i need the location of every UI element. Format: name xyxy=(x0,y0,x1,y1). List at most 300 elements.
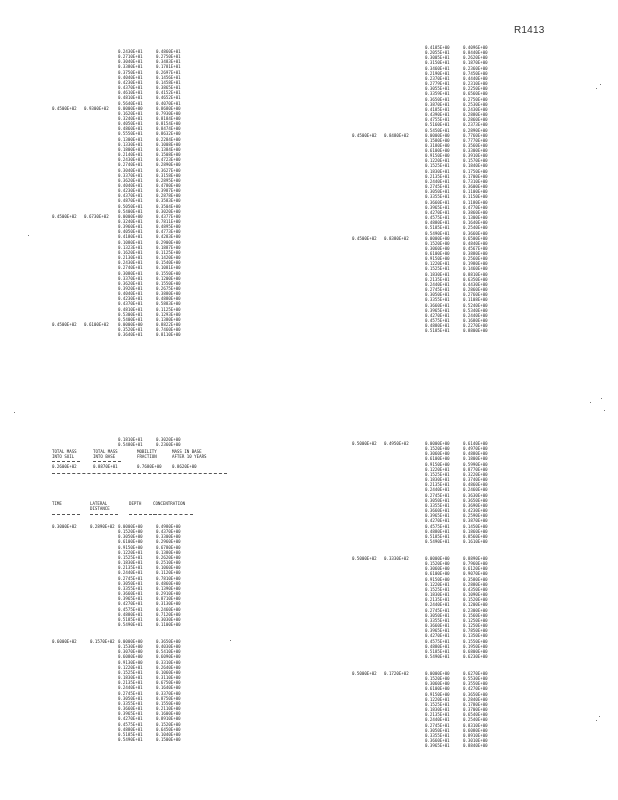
concentration-value: 0.3690E+00 xyxy=(463,502,488,508)
depth-value: 0.4390E+01 xyxy=(425,112,450,118)
depth-value: 0.4810E+01 xyxy=(118,306,143,312)
concentration-value: 0.3700E+00 xyxy=(463,707,488,713)
depth-value: 0.1800E+01 xyxy=(118,146,143,152)
concentration-value: 0.3370E+00 xyxy=(156,690,181,696)
depth-value: 0.5400E+01 xyxy=(118,316,143,322)
summary-pre xyxy=(118,437,181,447)
depth-value: 0.4270E+01 xyxy=(425,209,450,215)
depth-value: 0.4040E+01 xyxy=(118,74,143,80)
depth-value: 0.2140E+01 xyxy=(118,152,143,158)
depth-value: 0.1620E+01 xyxy=(118,110,143,116)
depth-value: 0.1220E+01 xyxy=(118,549,143,555)
depth-value: 0.4230E+01 xyxy=(118,79,143,85)
depth-value: 0.2135E+01 xyxy=(425,276,450,282)
depth-value: 0.2745E+01 xyxy=(425,607,450,613)
depth-value: 0.0000E+00 xyxy=(425,556,450,561)
concentration-value: 0.2360E+00 xyxy=(463,65,488,71)
depth-value: 0.4185E+01 xyxy=(425,106,450,112)
depth-value: 0.2135E+01 xyxy=(425,173,450,179)
depth-value: 0.2440E+01 xyxy=(425,487,450,493)
depth-value: 0.4575E+01 xyxy=(118,721,143,727)
concentration-value: 0.3158E+00 xyxy=(156,172,181,178)
lower-right-block xyxy=(425,556,488,659)
lower-right-block xyxy=(425,441,488,544)
summary-header: MOBILITY FRACTION xyxy=(137,449,157,460)
concentration-value: 0.4377E+00 xyxy=(156,213,181,219)
concentration-value: 0.4780E+00 xyxy=(156,182,181,188)
concentration-value: 0.3310E+00 xyxy=(156,659,181,665)
depth-value: 0.4230E+01 xyxy=(118,188,143,194)
concentration-value: 0.1125E+00 xyxy=(156,306,181,312)
concentration-value: 0.7850E+00 xyxy=(463,628,488,634)
depth-value: 0.3240E+01 xyxy=(118,115,143,121)
concentration-value: 0.8770E+00 xyxy=(463,466,488,472)
concentration-value: 0.7760E+00 xyxy=(463,132,488,138)
concentration-value: 0.3870E+00 xyxy=(463,518,488,524)
concentration-value: 0.2840E+00 xyxy=(463,696,488,702)
depth-value: 0.4370E+01 xyxy=(118,193,143,199)
concentration-value: 0.2560E+00 xyxy=(463,256,488,262)
depth-value: 0.3050E+01 xyxy=(425,727,450,733)
depth-value: 0.0000E+00 xyxy=(118,639,143,644)
depth-value: 0.1080E+01 xyxy=(118,239,143,245)
depth-value: 0.2440E+01 xyxy=(118,570,143,576)
depth-value: 0.2135E+01 xyxy=(118,680,143,686)
depth-value: 0.3660E+01 xyxy=(425,302,450,308)
depth-value: 0.1830E+01 xyxy=(425,707,450,713)
concentration-value: 0.3560E+00 xyxy=(463,142,488,148)
depth-value: 0.2135E+01 xyxy=(425,597,450,603)
concentration-value: 0.3987E+00 xyxy=(156,188,181,194)
concentration-value: 0.2284E+00 xyxy=(156,136,181,142)
depth-value: 0.3355E+01 xyxy=(118,700,143,706)
depth-value: 0.4880E+01 xyxy=(425,528,450,534)
depth-value: 0.1830E+01 xyxy=(425,592,450,598)
depth-value: 0.4860E+01 xyxy=(118,126,143,132)
concentration-value: 0.4970E+00 xyxy=(463,446,488,452)
concentration-value: 0.2750E+00 xyxy=(463,96,488,102)
depth-value: 0.1810E+01 xyxy=(118,437,143,442)
upper-left-block xyxy=(118,49,181,106)
concentration-value: 0.2697E+01 xyxy=(156,69,181,75)
depth-value: 0.1830E+01 xyxy=(425,271,450,277)
depth-value: 0.0000E+00 xyxy=(118,213,143,219)
concentration-value: 0.1460E+00 xyxy=(463,266,488,272)
depth-value: 0.2745E+01 xyxy=(425,722,450,728)
depth-value: 0.9130E+00 xyxy=(118,659,143,665)
data-row xyxy=(425,654,488,659)
depth-value: 0.0000E+00 xyxy=(425,671,450,676)
concentration-value: 0.6780E+00 xyxy=(156,544,181,550)
data-row xyxy=(118,332,181,337)
concentration-value: 0.3110E+00 xyxy=(156,675,181,681)
depth-value: 0.9150E+00 xyxy=(425,576,450,582)
depth-value: 0.1830E+01 xyxy=(118,560,143,566)
depth-value: 0.3370E+01 xyxy=(118,172,143,178)
concentration-value: 0.1870E+00 xyxy=(463,60,488,66)
depth-value: 0.9150E+00 xyxy=(118,544,143,550)
concentration-value: 0.5240E+00 xyxy=(463,302,488,308)
depth-value: 0.1220E+01 xyxy=(118,664,143,670)
depth-value: 0.1520E+00 xyxy=(425,561,450,567)
depth-value: 0.2440E+01 xyxy=(425,717,450,723)
depth-value: 0.4810E+01 xyxy=(118,95,143,101)
concentration-value: 0.2310E+00 xyxy=(463,81,488,87)
depth-value: 0.3620E+01 xyxy=(118,280,143,286)
lower-right-block xyxy=(425,671,488,748)
depth-value: 0.3055E+01 xyxy=(425,86,450,92)
concentration-value: 0.4860E+01 xyxy=(156,49,181,54)
concentration-value: 0.4652E+01 xyxy=(156,95,181,101)
concentration-value: 0.1560E+00 xyxy=(463,612,488,618)
depth-value: 0.0000E+00 xyxy=(425,441,450,446)
concentration-value: 0.1640E+00 xyxy=(156,685,181,691)
concentration-value: 0.4096E+00 xyxy=(463,45,488,50)
concentration-value: 0.2900E+00 xyxy=(156,239,181,245)
depth-value: 0.6100E+00 xyxy=(425,148,450,154)
concentration-value: 0.2430E+00 xyxy=(463,106,488,112)
depth-value: 0.4870E+01 xyxy=(118,198,143,204)
depth-value: 0.3359E+01 xyxy=(425,91,450,97)
concentration-value: 0.3660E+00 xyxy=(463,230,488,236)
depth-value: 0.1830E+01 xyxy=(425,477,450,483)
concentration-value: 0.7460E+00 xyxy=(156,327,181,333)
depth-value: 0.5185E+01 xyxy=(118,731,143,737)
depth-value: 0.1525E+01 xyxy=(425,586,450,592)
depth-value: 0.3355E+01 xyxy=(118,585,143,591)
concentration-value: 0.3483E+01 xyxy=(156,59,181,65)
concentration-value: 0.6140E+00 xyxy=(463,441,488,446)
concentration-value: 0.4860E+00 xyxy=(463,482,488,488)
summary-value: 0.7680E+00 xyxy=(137,464,162,470)
table-header: LATERAL DISTANCE xyxy=(90,501,110,512)
depth-value: 0.2130E+01 xyxy=(118,255,143,261)
depth-value: 0.4270E+01 xyxy=(425,518,450,524)
depth-value: 0.3650E+01 xyxy=(425,96,450,102)
concentration-value: 0.2880E+00 xyxy=(463,581,488,587)
concentration-value: 0.8440E+00 xyxy=(463,50,488,56)
concentration-value: 0.1750E+00 xyxy=(463,168,488,174)
depth-value: 0.5490E+01 xyxy=(425,538,450,544)
data-row xyxy=(118,622,181,627)
concentration-value: 0.1860E+00 xyxy=(463,528,488,534)
depth-value: 0.3060E+00 xyxy=(425,451,450,457)
depth-value: 0.4880E+01 xyxy=(425,323,450,329)
concentration-value: 0.3860E+00 xyxy=(463,209,488,215)
concentration-value: 0.1680E+00 xyxy=(463,318,488,324)
concentration-value: 0.9070E+00 xyxy=(463,571,488,577)
concentration-value: 0.1840E+00 xyxy=(463,163,488,169)
concentration-value: 0.3650E+00 xyxy=(156,639,181,644)
depth-value: 0.2740E+01 xyxy=(118,265,143,271)
scan-speck xyxy=(596,720,597,721)
concentration-value: 0.8910E+00 xyxy=(156,716,181,722)
concentration-value: 0.3865E+01 xyxy=(156,85,181,91)
depth-value: 0.2740E+01 xyxy=(118,162,143,168)
concentration-value: 0.4350E+00 xyxy=(463,586,488,592)
concentration-value: 0.2760E+00 xyxy=(463,292,488,298)
concentration-value: 0.8810E+00 xyxy=(463,271,488,277)
concentration-value: 0.5340E+00 xyxy=(463,307,488,313)
depth-value: 0.2745E+01 xyxy=(118,575,143,581)
depth-value: 0.4270E+01 xyxy=(425,312,450,318)
depth-value: 0.4575E+01 xyxy=(425,638,450,644)
concentration-value: 0.8840E+00 xyxy=(463,743,488,749)
concentration-value: 0.2910E+00 xyxy=(156,591,181,597)
concentration-value: 0.1520E+00 xyxy=(156,721,181,727)
depth-value: 0.4370E+01 xyxy=(118,85,143,91)
concentration-value: 0.1600E+00 xyxy=(156,711,181,717)
concentration-value: 0.1570E+00 xyxy=(463,158,488,164)
concentration-value: 0.4860E+00 xyxy=(156,580,181,586)
summary-header: TOTAL MASS INTO BASE xyxy=(93,449,118,460)
depth-value: 0.3060E+00 xyxy=(425,245,450,251)
depth-value: 0.2779E+01 xyxy=(425,81,450,87)
concentration-value: 0.7120E+00 xyxy=(156,611,181,617)
depth-value: 0.3040E+01 xyxy=(118,167,143,173)
concentration-value: 0.6750E+00 xyxy=(156,680,181,686)
concentration-value: 0.2620E+00 xyxy=(156,554,181,560)
concentration-value: 0.4230E+00 xyxy=(463,508,488,514)
depth-value: 0.3920E+01 xyxy=(118,285,143,291)
depth-value: 0.4370E+01 xyxy=(118,301,143,307)
depth-value: 0.6100E+00 xyxy=(425,571,450,577)
depth-value: 0.3460E+01 xyxy=(425,65,450,71)
concentration-value: 0.3020E+00 xyxy=(156,208,181,214)
depth-value: 0.4610E+01 xyxy=(118,90,143,96)
upper-left-label: 0.4500E+02 0.6730E+02 xyxy=(52,213,109,219)
depth-value: 0.1220E+01 xyxy=(425,696,450,702)
depth-value: 0.3050E+01 xyxy=(118,695,143,701)
concentration-value: 0.1700E+00 xyxy=(463,173,488,179)
concentration-value: 0.1380E+00 xyxy=(156,549,181,555)
concentration-value: 0.1250E+00 xyxy=(463,617,488,623)
concentration-value: 0.2110E+00 xyxy=(156,706,181,712)
depth-value: 0.3640E+01 xyxy=(118,332,143,338)
depth-value: 0.1530E+00 xyxy=(118,644,143,650)
depth-value: 0.3660E+01 xyxy=(425,508,450,514)
concentration-value: 0.6450E+00 xyxy=(156,726,181,732)
concentration-value: 0.4283E+00 xyxy=(156,234,181,240)
depth-value: 0.3370E+01 xyxy=(118,275,143,281)
depth-value: 0.1525E+01 xyxy=(118,669,143,675)
concentration-value: 0.1120E+00 xyxy=(156,570,181,576)
depth-value: 0.5185E+01 xyxy=(118,616,143,622)
depth-value: 0.1220E+01 xyxy=(425,581,450,587)
depth-value: 0.1220E+01 xyxy=(425,466,450,472)
concentration-value: 0.3550E+00 xyxy=(463,681,488,687)
depth-value: 0.3050E+01 xyxy=(425,497,450,503)
depth-value: 0.9150E+00 xyxy=(425,691,450,697)
depth-value: 0.3380E+01 xyxy=(118,64,143,70)
depth-value: 0.9150E+00 xyxy=(425,461,450,467)
table-header-rule xyxy=(90,514,118,515)
concentration-value: 0.1610E+00 xyxy=(463,538,488,544)
concentration-value: 0.3030E+00 xyxy=(156,616,181,622)
concentration-value: 0.7810E+00 xyxy=(156,575,181,581)
depth-value: 0.4880E+01 xyxy=(425,643,450,649)
depth-value: 0.2430E+01 xyxy=(118,260,143,266)
data-row xyxy=(425,539,488,544)
depth-value: 0.1323E+01 xyxy=(118,244,143,250)
concentration-value: 0.3880E+00 xyxy=(156,291,181,297)
concentration-value: 0.4980E+00 xyxy=(156,524,181,529)
concentration-value: 0.3910E+00 xyxy=(463,153,488,159)
concentration-value: 0.1108E+00 xyxy=(463,297,488,303)
depth-value: 0.4270E+01 xyxy=(118,716,143,722)
concentration-value: 0.2890E+00 xyxy=(463,127,488,133)
concentration-value: 0.2540E+00 xyxy=(463,717,488,723)
depth-value: 0.3520E+01 xyxy=(118,327,143,333)
concentration-value: 0.6560E+00 xyxy=(463,91,488,97)
concentration-value: 0.2440E+00 xyxy=(463,312,488,318)
depth-value: 0.5450E+01 xyxy=(425,127,450,133)
upper-left-block xyxy=(118,322,181,337)
depth-value: 0.3965E+01 xyxy=(425,743,450,749)
upper-right-block xyxy=(425,236,488,334)
concentration-value: 0.1180E+00 xyxy=(463,199,488,205)
concentration-value: 0.4895E+00 xyxy=(156,224,181,230)
depth-value: 0.4575E+01 xyxy=(425,318,450,324)
concentration-value: 0.4770E+00 xyxy=(463,204,488,210)
summary-header: TOTAL MASS INTO SOIL xyxy=(52,449,77,460)
depth-value: 0.3050E+01 xyxy=(425,189,450,195)
depth-value: 0.4050E+01 xyxy=(118,229,143,235)
depth-value: 0.1525E+01 xyxy=(425,266,450,272)
concentration-value: 0.4723E+00 xyxy=(156,157,181,163)
concentration-value: 0.1300E+00 xyxy=(463,215,488,221)
data-row xyxy=(118,442,181,447)
concentration-value: 0.4880E+00 xyxy=(463,451,488,457)
concentration-value: 0.5883E+00 xyxy=(156,301,181,307)
table-block xyxy=(118,524,181,627)
table-block xyxy=(118,639,181,742)
table-header: DEPTH xyxy=(129,501,142,506)
concentration-value: 0.1100E+00 xyxy=(156,621,181,627)
concentration-value: 0.1540E+00 xyxy=(156,260,181,266)
upper-right-label: 0.4500E+02 0.8480E+02 xyxy=(352,132,409,138)
concentration-value: 0.3630E+00 xyxy=(463,492,488,498)
depth-value: 0.4180E+01 xyxy=(118,234,143,240)
depth-value: 0.1525E+01 xyxy=(425,701,450,707)
concentration-value: 0.3220E+00 xyxy=(463,471,488,477)
concentration-value: 0.1508E+00 xyxy=(156,152,181,158)
concentration-value: 0.3504E+00 xyxy=(156,203,181,209)
depth-value: 0.4185E+00 xyxy=(425,45,450,50)
concentration-value: 0.7930E+00 xyxy=(156,110,181,116)
scan-speck xyxy=(230,640,231,641)
concentration-value: 0.8560E+00 xyxy=(463,533,488,539)
depth-value: 0.3150E+01 xyxy=(425,60,450,66)
concentration-value: 0.2300E+00 xyxy=(463,607,488,613)
concentration-value: 0.2373E+00 xyxy=(463,122,488,128)
table-distance: 0.1570E+02 xyxy=(90,639,115,644)
concentration-value: 0.6230E+00 xyxy=(463,653,488,659)
concentration-value: 0.2640E+00 xyxy=(156,664,181,670)
concentration-value: 0.7450E+00 xyxy=(463,70,488,76)
summary-value: 0.8620E+00 xyxy=(172,464,197,470)
concentration-value: 0.3740E+00 xyxy=(463,477,488,483)
concentration-value: 0.6540E+00 xyxy=(463,712,488,718)
concentration-value: 0.6800E+00 xyxy=(463,648,488,654)
depth-value: 0.4270E+01 xyxy=(425,633,450,639)
concentration-value: 0.6090E+00 xyxy=(156,654,181,660)
lower-right-label: 0.5000E+02 0.3330E+02 xyxy=(352,556,409,561)
concentration-value: 0.4840E+00 xyxy=(463,240,488,246)
depth-value: 0.0000E+00 xyxy=(118,105,143,111)
depth-value: 0.2135E+01 xyxy=(425,712,450,718)
depth-value: 0.2440E+01 xyxy=(425,281,450,287)
concentration-value: 0.2460E+00 xyxy=(156,606,181,612)
concentration-value: 0.3600E+00 xyxy=(463,184,488,190)
concentration-value: 0.3650E+00 xyxy=(463,691,488,697)
concentration-value: 0.4370E+00 xyxy=(156,529,181,535)
concentration-value: 0.8310E+00 xyxy=(463,722,488,728)
depth-value: 0.3960E+01 xyxy=(118,224,143,230)
concentration-value: 0.4070E+01 xyxy=(156,100,181,106)
depth-value: 0.0000E+00 xyxy=(425,235,450,241)
depth-value: 0.0000E+00 xyxy=(118,321,143,327)
concentration-value: 0.1200E+00 xyxy=(156,275,181,281)
concentration-value: 0.2460E+00 xyxy=(463,487,488,493)
concentration-value: 0.2860E+00 xyxy=(463,117,488,123)
concentration-value: 0.4773E+00 xyxy=(156,229,181,235)
concentration-value: 0.1420E+00 xyxy=(156,255,181,261)
depth-value: 0.5490E+01 xyxy=(425,230,450,236)
concentration-value: 0.1100E+00 xyxy=(463,189,488,195)
depth-value: 0.3180E+00 xyxy=(425,142,450,148)
depth-value: 0.5160E+01 xyxy=(425,122,450,128)
concentration-value: 0.1550E+00 xyxy=(156,280,181,286)
depth-value: 0.3965E+01 xyxy=(425,513,450,519)
concentration-value: 0.1456E+01 xyxy=(156,74,181,80)
depth-value: 0.4575E+01 xyxy=(425,523,450,529)
table-header: TIME xyxy=(52,501,62,506)
depth-value: 0.3050E+01 xyxy=(425,292,450,298)
depth-value: 0.0000E+00 xyxy=(118,524,143,529)
depth-value: 0.5185E+01 xyxy=(425,533,450,539)
concentration-value: 0.1200E+00 xyxy=(463,602,488,608)
concentration-value: 0.7310E+00 xyxy=(463,178,488,184)
depth-value: 0.3050E+01 xyxy=(118,580,143,586)
depth-value: 0.2440E+01 xyxy=(118,685,143,691)
lower-right-label: 0.5000E+02 0.4950E+02 xyxy=(352,441,409,446)
depth-value: 0.2440E+01 xyxy=(425,602,450,608)
concentration-value: 0.8750E+00 xyxy=(156,695,181,701)
concentration-value: 0.7811E+00 xyxy=(156,218,181,224)
depth-value: 0.5480E+01 xyxy=(118,442,143,448)
concentration-value: 0.2590E+00 xyxy=(463,513,488,519)
concentration-value: 0.3580E+00 xyxy=(463,576,488,582)
concentration-value: 0.1008E+00 xyxy=(156,141,181,147)
depth-value: 0.4880E+01 xyxy=(118,611,143,617)
concentration-value: 0.3010E+00 xyxy=(463,738,488,744)
depth-value: 0.3660E+01 xyxy=(118,591,143,597)
concentration-value: 0.8474E+00 xyxy=(156,126,181,132)
depth-value: 0.1220E+01 xyxy=(425,158,450,164)
concentration-value: 0.2540E+00 xyxy=(463,225,488,231)
depth-value: 0.3070E+00 xyxy=(118,649,143,655)
depth-value: 0.5550E+01 xyxy=(118,131,143,137)
concentration-value: 0.1060E+00 xyxy=(156,669,181,675)
depth-value: 0.5400E+01 xyxy=(118,208,143,214)
depth-value: 0.5185E+01 xyxy=(425,648,450,654)
depth-value: 0.6100E+00 xyxy=(118,539,143,545)
concentration-value: 0.8800E+00 xyxy=(463,328,488,334)
concentration-value: 0.3020E+00 xyxy=(156,437,181,442)
concentration-value: 0.1040E+00 xyxy=(156,731,181,737)
depth-value: 0.2430E+01 xyxy=(118,157,143,163)
